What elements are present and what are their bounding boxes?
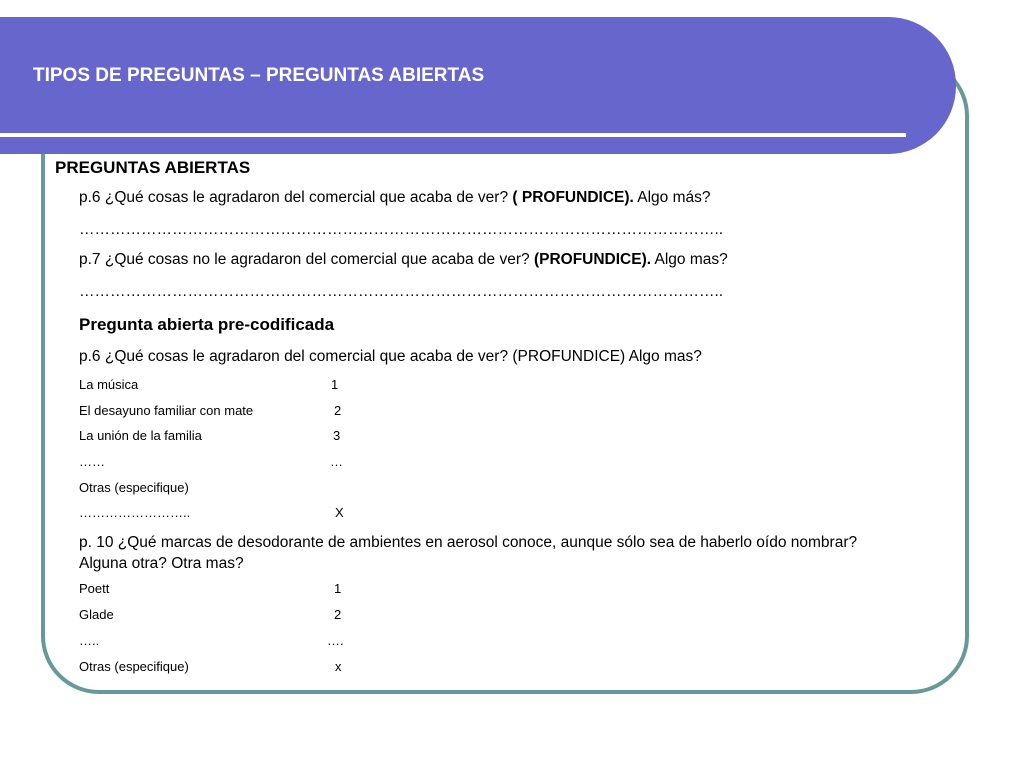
option-code: 1: [334, 581, 342, 596]
question-p6-text: p.6 ¿Qué cosas le agradaron del comercial que acaba de ver?: [79, 189, 513, 206]
section-heading: PREGUNTAS ABIERTAS: [55, 158, 251, 177]
question-p10: p. 10 ¿Qué marcas de desodorante de ambientes en aerosol conoce, aunque sólo sea de haberlo oído nombrar? Alguna otra? Otra mas?: [79, 534, 858, 572]
question-p6-tail: Algo más?: [633, 189, 711, 206]
option-label: Otras (especifique): [79, 480, 189, 495]
question-p7-text: p.7 ¿Qué cosas no le agradaron del comercial que acaba de ver?: [79, 251, 534, 268]
question-p7-probe: (PROFUNDICE).: [533, 251, 652, 268]
option-label: …..: [79, 633, 100, 648]
slide-title: TIPOS DE PREGUNTAS – PREGUNTAS ABIERTAS: [33, 65, 485, 86]
question-p6-probe: ( PROFUNDICE).: [512, 189, 634, 206]
question-p6-precoded: p.6 ¿Qué cosas le agradaron del comercial que acaba de ver? (PROFUNDICE) Algo mas?: [79, 348, 702, 365]
option-label: La unión de la familia: [79, 428, 202, 443]
option-code: …: [330, 454, 343, 469]
option-code: 1: [331, 377, 339, 392]
option-code: X: [335, 505, 344, 520]
question-p7: [79, 251, 728, 269]
option-code: x: [335, 659, 342, 674]
answer-line-p7: ……………………………………………………………………………………………………………..: [79, 283, 724, 300]
option-code: 3: [333, 428, 341, 443]
option-label: La música: [79, 377, 139, 392]
option-label: Glade: [79, 607, 114, 622]
option-label: El desayuno familiar con mate: [79, 403, 254, 418]
precoded-heading: Pregunta abierta pre-codificada: [79, 315, 335, 334]
option-label: Otras (especifique): [79, 659, 189, 674]
option-label: ……………………..: [79, 505, 191, 520]
option-label: Poett: [79, 581, 110, 596]
option-code: 2: [334, 607, 342, 622]
option-label: ……: [79, 454, 105, 469]
question-p6: [79, 189, 711, 207]
option-code: 2: [334, 403, 342, 418]
question-p7-tail: Algo mas?: [651, 251, 728, 268]
option-code: ….: [327, 633, 344, 648]
answer-line-p6: ……………………………………………………………………………………………………………..: [79, 221, 724, 238]
